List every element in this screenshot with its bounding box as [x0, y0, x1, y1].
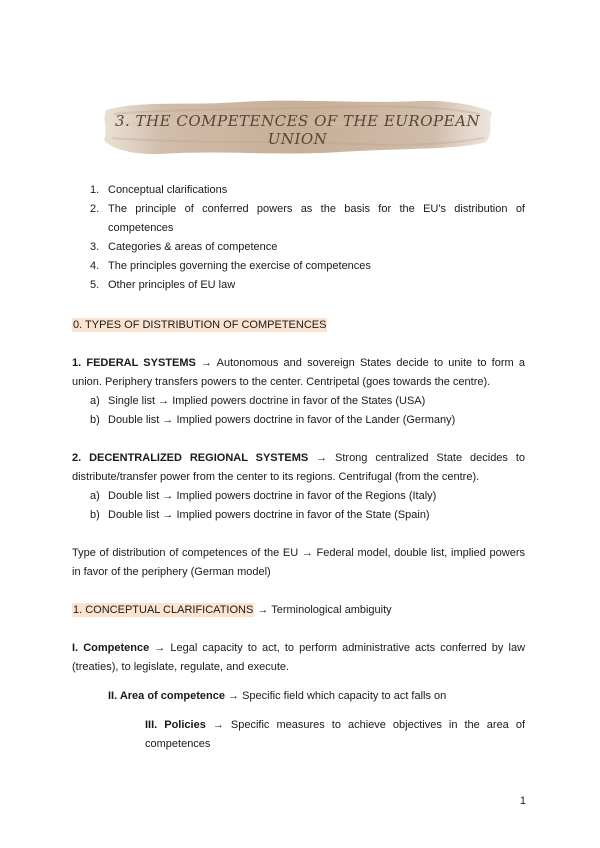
regional-systems-paragraph: 2. DECENTRALIZED REGIONAL SYSTEMS → Strong centralized State decides to distribute/transfer power from the center to its regions. Centrifugal (from the centre). — [72, 452, 526, 483]
list-item: 3. Categories & areas of competence — [90, 241, 278, 253]
list-item: a) Single list → Implied powers doctrine in favor of the States (USA) — [90, 395, 426, 407]
eu-distribution-type: Type of distribution of competences of the EU → Federal model, double list, implied powers in favor of the periphery (German model) — [72, 547, 525, 578]
competence-definition: I. Competence → Legal capacity to act, to perform administrative acts conferred by law (treaties), to legislate, regulate, and execute. — [72, 642, 526, 673]
page-title: 3. THE COMPETENCES OF THE EUROPEAN UNION — [114, 112, 481, 148]
list-item: b) Double list → Implied powers doctrine in favor of the Lander (Germany) — [90, 414, 456, 426]
list-item: 2. The principle of conferred powers as the basis for the EU's distribution of competences — [90, 203, 525, 234]
list-item: 5. Other principles of EU law — [90, 279, 236, 291]
federal-systems-label: 1. FEDERAL SYSTEMS — [72, 357, 196, 369]
list-item: 1. Conceptual clarifications — [90, 184, 228, 196]
title-banner — [100, 92, 495, 162]
federal-systems-paragraph: 1. FEDERAL SYSTEMS → Autonomous and sovereign States decide to unite to form a union. Periphery transfers powers to the center. Centripetal (goes towards the centre). — [72, 357, 525, 388]
regional-systems-label: 2. DECENTRALIZED REGIONAL SYSTEMS — [72, 452, 309, 464]
page-number: 1 — [519, 795, 526, 807]
list-item: a) Double list → Implied powers doctrine in favor of the Regions (Italy) — [90, 490, 437, 502]
competence-label: I. Competence — [72, 642, 150, 654]
area-of-competence-definition: II. Area of competence → Specific field which capacity to act falls on — [108, 690, 447, 702]
regional-systems-list — [72, 487, 525, 525]
outline-list — [72, 181, 525, 295]
policies-label: III. Policies — [145, 719, 206, 731]
area-of-competence-label: II. Area of competence — [108, 690, 225, 702]
policies-definition: III. Policies → Specific measures to achieve objectives in the area of competences — [145, 719, 526, 750]
federal-systems-list — [72, 392, 525, 430]
section-0-heading: 0. TYPES OF DISTRIBUTION OF COMPETENCES — [73, 319, 327, 331]
list-item: b) Double list → Implied powers doctrine in favor of the State (Spain) — [90, 509, 430, 521]
list-item: 4. The principles governing the exercise of competences — [90, 260, 371, 272]
section-1-heading: 1. CONCEPTUAL CLARIFICATIONS → Terminological ambiguity — [73, 604, 392, 616]
